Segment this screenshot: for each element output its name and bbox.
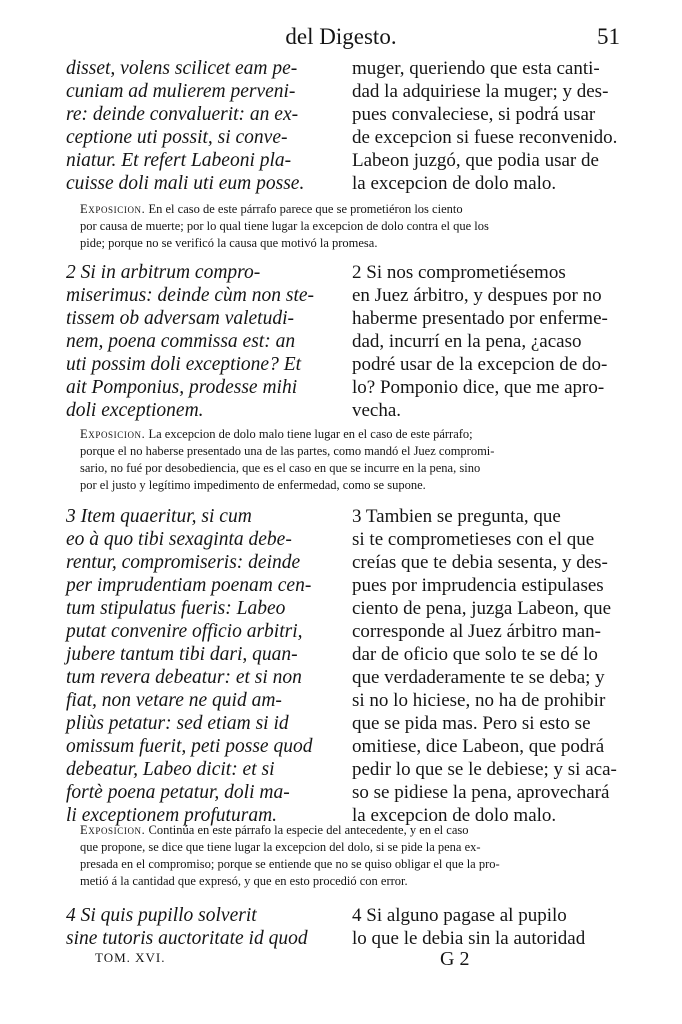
- exposition-label: Exposicion.: [80, 823, 146, 837]
- spanish-line: lo? Pomponio dice, que me apro-: [352, 377, 605, 398]
- spanish-column: [352, 57, 618, 195]
- latin-line: tum revera debeatur: et si non: [66, 667, 302, 688]
- spanish-line: la excepcion de dolo malo.: [352, 173, 557, 194]
- exposition-line: que propone, se dice que tiene lugar la excepcion del dolo, si se pide la pena ex-: [80, 840, 481, 854]
- spanish-line: de excepcion si fuese reconvenido.: [352, 127, 618, 148]
- spanish-line: en Juez árbitro, y despues por no: [352, 285, 602, 306]
- latin-line: 4 Si quis pupillo solverit: [66, 905, 257, 926]
- spanish-line: 3 Tambien se pregunta, que: [352, 506, 561, 527]
- exposition-3: [80, 822, 615, 890]
- spanish-column: [352, 904, 618, 950]
- spanish-line: so se pidiese la pena, aprovechará: [352, 782, 610, 803]
- latin-line: putat convenire officio arbitri,: [66, 621, 303, 642]
- exposition-line: metió á la cantidad que expresó, y que en esto procedió con error.: [80, 874, 408, 888]
- signature-mark: G 2: [440, 948, 470, 970]
- spanish-line: vecha.: [352, 400, 402, 421]
- exposition-label: Exposicion.: [80, 202, 146, 216]
- spanish-line: pues convaleciese, si podrá usar: [352, 104, 596, 125]
- latin-line: doli exceptionem.: [66, 400, 204, 421]
- page-number: 51: [597, 24, 620, 49]
- latin-line: 2 Si in arbitrum compro-: [66, 262, 261, 283]
- running-header: [0, 24, 682, 58]
- latin-line: pliùs petatur: sed etiam si id: [66, 713, 289, 734]
- exposition-line: Exposicion. La excepcion de dolo malo tiene lugar en el caso de este párrafo;: [80, 427, 473, 441]
- spanish-column: [352, 505, 618, 827]
- latin-line: omissum fuerit, peti posse quod: [66, 736, 313, 757]
- exposition-label: Exposicion.: [80, 427, 146, 441]
- spanish-line: 2 Si nos comprometiésemos: [352, 262, 566, 283]
- latin-line: fiat, non vetare ne quid am-: [66, 690, 282, 711]
- spanish-line: la excepcion de dolo malo.: [352, 805, 557, 826]
- latin-line: niatur. Et refert Labeoni pla-: [66, 150, 292, 171]
- latin-line: jubere tantum tibi dari, quan-: [66, 644, 298, 665]
- spanish-line: lo que le debia sin la autoridad: [352, 928, 586, 949]
- latin-line: li exceptionem profuturam.: [66, 805, 278, 826]
- spanish-line: dad, incurrí en la pena, ¿acaso: [352, 331, 582, 352]
- spanish-line: creías que te debia sesenta, y des-: [352, 552, 608, 573]
- exposition-2: [80, 426, 615, 494]
- exposition-line: porque el no haberse presentado una de las partes, como mandó el Juez compromi-: [80, 444, 495, 458]
- spanish-line: ciento de pena, juzga Labeon, que: [352, 598, 612, 619]
- spanish-line: muger, queriendo que esta canti-: [352, 58, 600, 79]
- spanish-line: haberme presentado por enferme-: [352, 308, 608, 329]
- latin-line: tum stipulatus fueris: Labeo: [66, 598, 286, 619]
- spanish-line: dar de oficio que solo te se dé lo: [352, 644, 598, 665]
- spanish-line: si te comprometieses con el que: [352, 529, 595, 550]
- latin-line: ait Pomponius, prodesse mihi: [66, 377, 298, 398]
- latin-line: nem, poena commissa est: an: [66, 331, 296, 352]
- latin-line: tissem ob adversam valetudi-: [66, 308, 295, 329]
- latin-line: per imprudentiam poenam cen-: [66, 575, 312, 596]
- spanish-line: que se pida mas. Pero si esto se: [352, 713, 591, 734]
- spanish-line: pues por imprudencia estipulases: [352, 575, 604, 596]
- exposition-line: Exposicion. En el caso de este párrafo parece que se prometiéron los ciento: [80, 202, 463, 216]
- running-title: del Digesto.: [285, 24, 397, 49]
- latin-line: ceptione uti possit, si conve-: [66, 127, 288, 148]
- exposition-line: presada en el compromiso; porque se entiende que no se quiso obligar el que la pro-: [80, 857, 500, 871]
- latin-column: [66, 57, 330, 195]
- latin-line: disset, volens scilicet eam pe-: [66, 58, 298, 79]
- latin-line: cuisse doli mali uti eum posse.: [66, 173, 305, 194]
- latin-line: re: deinde convaluerit: an ex-: [66, 104, 299, 125]
- spanish-line: corresponde al Juez árbitro man-: [352, 621, 602, 642]
- latin-line: debeatur, Labeo dicit: et si: [66, 759, 275, 780]
- exposition-1: [80, 201, 615, 252]
- spanish-line: pedir lo que se le debiese; y si aca-: [352, 759, 617, 780]
- spanish-line: 4 Si alguno pagase al pupilo: [352, 905, 567, 926]
- exposition-line: Exposicion. Continúa en este párrafo la especie del antecedente, y en el caso: [80, 823, 469, 837]
- latin-column: [66, 505, 330, 827]
- latin-line: uti possim doli exceptione? Et: [66, 354, 302, 375]
- exposition-line: pide; porque no se verificó la causa que motivó la promesa.: [80, 236, 378, 250]
- latin-column: [66, 904, 330, 950]
- spanish-line: omitiese, dice Labeon, que podrá: [352, 736, 605, 757]
- exposition-line: sario, no fué por desobediencia, que es el caso en que se incurre en la pena, sino: [80, 461, 481, 475]
- latin-line: sine tutoris auctoritate id quod: [66, 928, 308, 949]
- latin-line: cuniam ad mulierem perveni-: [66, 81, 296, 102]
- exposition-line: por el justo y legítimo impedimento de enfermedad, como se supone.: [80, 478, 426, 492]
- page-footer: [0, 950, 682, 976]
- latin-line: eo à quo tibi sexaginta debe-: [66, 529, 292, 550]
- spanish-line: si no lo hiciese, no ha de prohibir: [352, 690, 606, 711]
- latin-line: miserimus: deinde cùm non ste-: [66, 285, 315, 306]
- spanish-line: que verdaderamente te se deba; y: [352, 667, 605, 688]
- spanish-line: Labeon juzgó, que podia usar de: [352, 150, 599, 171]
- latin-line: fortè poena petatur, doli ma-: [66, 782, 290, 803]
- spanish-column: [352, 261, 618, 422]
- latin-column: [66, 261, 330, 422]
- spanish-line: podré usar de la excepcion de do-: [352, 354, 608, 375]
- spanish-line: dad la adquiriese la muger; y des-: [352, 81, 609, 102]
- exposition-line: por causa de muerte; por lo qual tiene lugar la excepcion de dolo contra el que los: [80, 219, 489, 233]
- volume-mark: TOM. XVI.: [95, 950, 166, 965]
- latin-line: rentur, compromiseris: deinde: [66, 552, 301, 573]
- latin-line: 3 Item quaeritur, si cum: [66, 506, 252, 527]
